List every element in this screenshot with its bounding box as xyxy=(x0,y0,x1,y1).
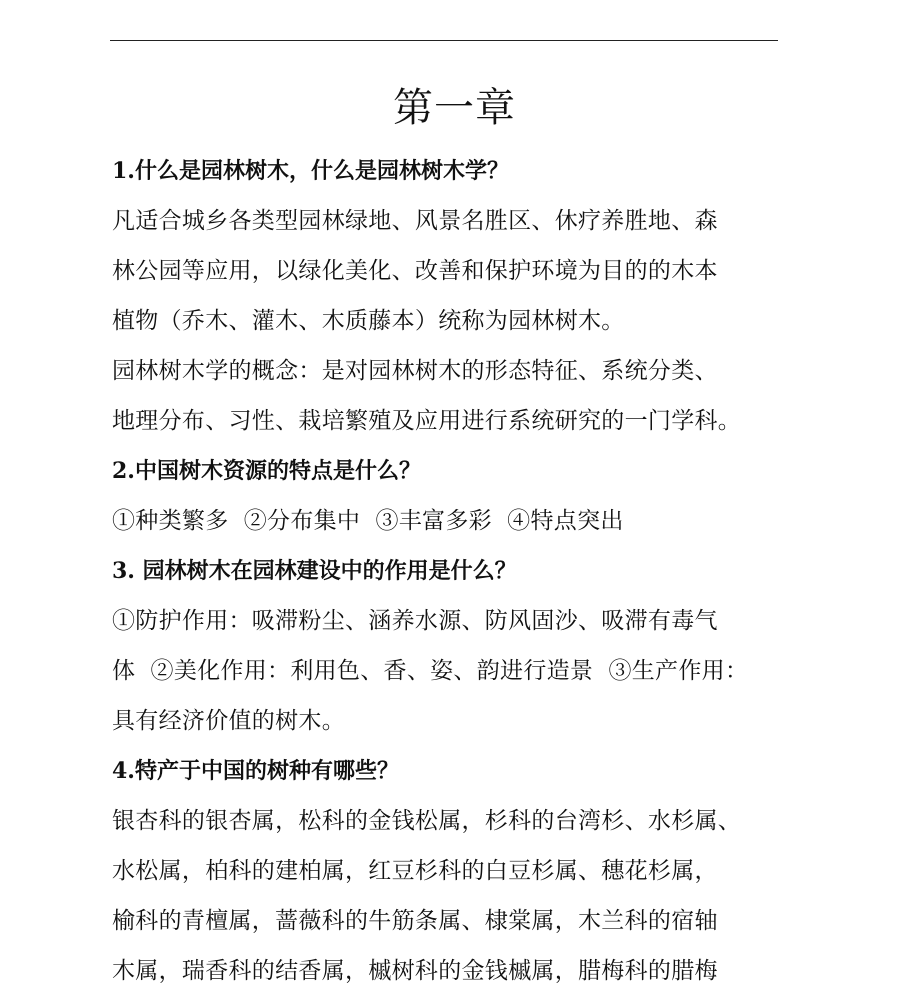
answer-line: 植物（乔木、灌木、木质藤本）统称为园林树木。 xyxy=(112,308,625,334)
answer-line: ①种类繁多 ②分布集中 ③丰富多彩 ④特点突出 xyxy=(112,508,624,534)
answer-line: 银杏科的银杏属，松科的金钱松属，杉科的台湾杉、水杉属、 xyxy=(112,808,742,834)
header-rule xyxy=(110,40,778,41)
answer-line: 园林树木学的概念：是对园林树木的形态特征、系统分类、 xyxy=(112,358,718,384)
chapter-title: 第一章 xyxy=(393,85,516,131)
answer-line: ①防护作用：吸滞粉尘、涵养水源、防风固沙、吸滞有毒气 xyxy=(112,608,718,634)
answer-line: 水松属，柏科的建柏属，红豆杉科的白豆杉属、穗花杉属， xyxy=(112,858,718,884)
question-heading-4: 4.特产于中国的树种有哪些？ xyxy=(112,758,399,784)
answer-line: 榆科的青檀属，蔷薇科的牛筋条属、棣棠属，木兰科的宿轴 xyxy=(112,908,718,934)
answer-line: 地理分布、习性、栽培繁殖及应用进行系统研究的一门学科。 xyxy=(112,408,742,434)
answer-line: 凡适合城乡各类型园林绿地、风景名胜区、休疗养胜地、森 xyxy=(112,208,718,234)
question-heading-2: 2.中国树木资源的特点是什么？ xyxy=(112,458,421,484)
answer-line: 体 ②美化作用：利用色、香、姿、韵进行造景 ③生产作用： xyxy=(112,658,749,684)
answer-line: 木属，瑞香科的结香属，槭树科的金钱槭属，腊梅科的腊梅 xyxy=(112,958,718,984)
question-heading-1: 1.什么是园林树木，什么是园林树木学？ xyxy=(112,158,509,184)
answer-line: 林公园等应用，以绿化美化、改善和保护环境为目的的木本 xyxy=(112,258,718,284)
answer-line: 具有经济价值的树木。 xyxy=(112,708,345,734)
document-body xyxy=(112,146,792,996)
question-heading-3: 3. 园林树木在园林建设中的作用是什么？ xyxy=(112,558,517,584)
